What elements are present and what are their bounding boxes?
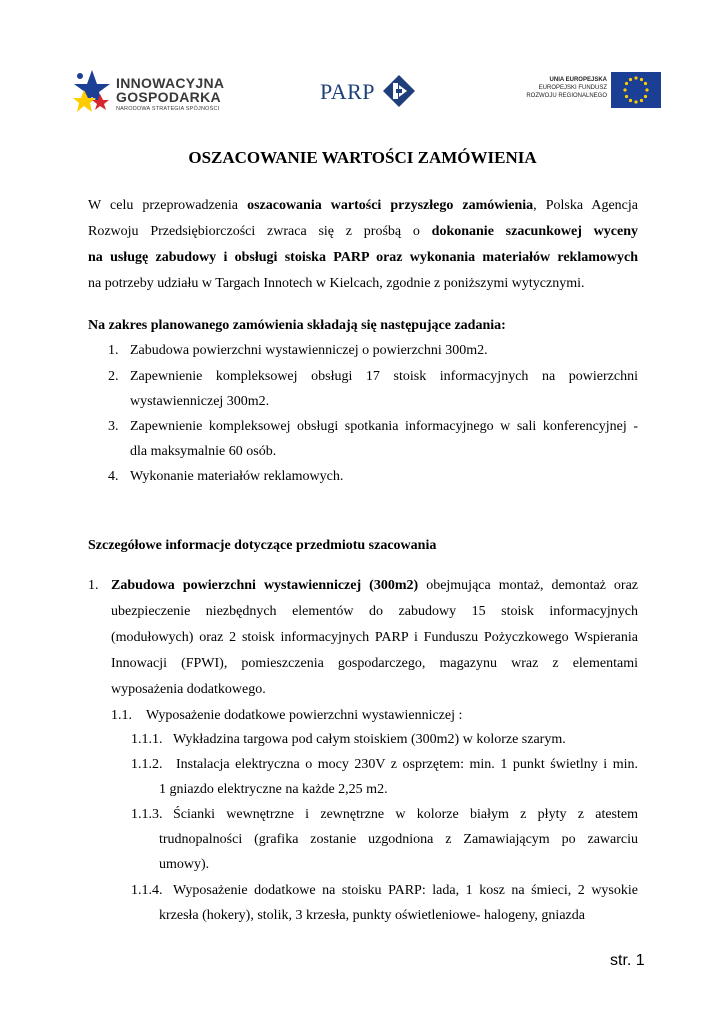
list-item: wystawienniczej 300m2. — [130, 394, 270, 409]
eu-flag-icon — [611, 72, 661, 108]
page-number: str. 1 — [610, 952, 645, 969]
ig-logo-subtitle: NARODOWA STRATEGIA SPÓJNOŚCI — [116, 106, 220, 112]
page-header — [0, 0, 725, 125]
list-item: Zapewnienie kompleksowej obsługi 17 stoisk informacyjnych na powierzchni — [130, 369, 638, 384]
sub-item-text: Wyposażenie dodatkowe powierzchni wystawienniczej : — [146, 708, 463, 723]
parp-logo — [320, 74, 420, 108]
sub-item-text: Instalacja elektryczna o mocy 230V z osprzętem: min. 1 punkt świetlny i min. — [176, 757, 638, 772]
list-item-number: 2. — [108, 369, 119, 384]
sub-item-text: 1 gniazdo elektryczne na każde 2,25 m2. — [159, 782, 388, 797]
intro-bold: oszacowania wartości przyszłego zamówienia — [247, 198, 534, 213]
intro-text: Rozwoju Przedsiębiorczości zwraca się z prośbą o — [88, 224, 420, 239]
intro-text: , Polska Agencja — [533, 198, 638, 213]
innowacyjna-gospodarka-logo — [72, 66, 242, 118]
details-heading: Szczegółowe informacje dotyczące przedmiotu szacowania — [88, 538, 437, 553]
sub-item-number: 1.1.3. — [131, 807, 163, 822]
list-item-number: 3. — [108, 419, 119, 434]
ig-line1: INNOWACYJNA — [116, 75, 225, 91]
sub-item-text: Wyposażenie dodatkowe na stoisku PARP: lada, 1 kosz na śmieci, 2 wysokie — [173, 883, 638, 898]
item-bold: Zabudowa powierzchni wystawienniczej (300m2) — [111, 578, 419, 593]
parp-logo-text: PARP — [320, 79, 376, 104]
list-item: Zapewnienie kompleksowej obsługi spotkania informacyjnego w sali konferencyjnej - — [130, 419, 638, 434]
sub-item-text: Ścianki wewnętrzne i zewnętrzne w kolorze białym z płyty z atestem — [173, 807, 638, 822]
sub-item-number: 1.1.4. — [131, 883, 163, 898]
ig-star-icon — [72, 66, 112, 118]
eu-line1: UNIA EUROPEJSKA — [549, 77, 607, 83]
list-item: dla maksymalnie 60 osób. — [130, 444, 277, 459]
eu-logo — [515, 72, 661, 112]
item-number: 1. — [88, 578, 99, 593]
ig-line2: GOSPODARKA — [116, 89, 221, 105]
item-line-2: ubezpieczenie niezbędnych elementów do zabudowy 15 stoisk informacyjnych — [111, 604, 638, 619]
intro-line-2 — [88, 224, 638, 240]
eu-line2: EUROPEJSKI FUNDUSZ — [538, 85, 607, 91]
sub-item-number: 1.1.2. — [131, 757, 163, 772]
item-line-1 — [111, 578, 638, 594]
intro-line-1 — [88, 198, 638, 214]
list-item: Zabudowa powierzchni wystawienniczej o powierzchni 300m2. — [130, 343, 488, 358]
list-item-number: 1. — [108, 343, 119, 358]
item-line-4: Innowacji (FPWI), pomieszczenia gospodarczego, magazynu wraz z elementami — [111, 656, 638, 671]
item-line-5: wyposażenia dodatkowego. — [111, 682, 266, 697]
list-item: Wykonanie materiałów reklamowych. — [130, 469, 344, 484]
sub-item-number: 1.1. — [111, 708, 132, 723]
list-item-number: 4. — [108, 469, 119, 484]
item-text: obejmująca montaż, demontaż oraz — [418, 578, 638, 593]
eu-line3: ROZWOJU REGIONALNEGO — [526, 93, 607, 99]
tasks-heading: Na zakres planowanego zamówienia składają się następujące zadania: — [88, 318, 506, 333]
document-title: OSZACOWANIE WARTOŚCI ZAMÓWIENIA — [188, 148, 537, 167]
intro-line-3: na usługę zabudowy i obsługi stoiska PARP oraz wykonania materiałów reklamowych — [88, 250, 638, 265]
sub-item-text: krzesła (hokery), stolik, 3 krzesła, punkty oświetleniowe- halogeny, gniazda — [159, 908, 585, 923]
item-line-3: (modułowych) oraz 2 stoisk informacyjnych PARP i Funduszu Pożyczkowego Wspierania — [111, 630, 638, 645]
parp-arrow-icon — [382, 74, 416, 108]
ig-logo-text — [116, 76, 224, 104]
sub-item-number: 1.1.1. — [131, 732, 163, 747]
sub-item-text: trudnopalności (grafika zostanie uzgodniona z Zamawiającym po zawarciu — [159, 832, 638, 847]
intro-text: W celu przeprowadzenia — [88, 198, 238, 213]
intro-line-4: na potrzeby udziału w Targach Innotech w Kielcach, zgodnie z poniższymi wytycznymi. — [88, 276, 585, 291]
sub-item-text: Wykładzina targowa pod całym stoiskiem (300m2) w kolorze szarym. — [173, 732, 566, 747]
eu-logo-text — [526, 76, 607, 100]
sub-item-text: umowy). — [159, 857, 210, 872]
intro-bold: dokonanie szacunkowej wyceny — [431, 224, 638, 239]
